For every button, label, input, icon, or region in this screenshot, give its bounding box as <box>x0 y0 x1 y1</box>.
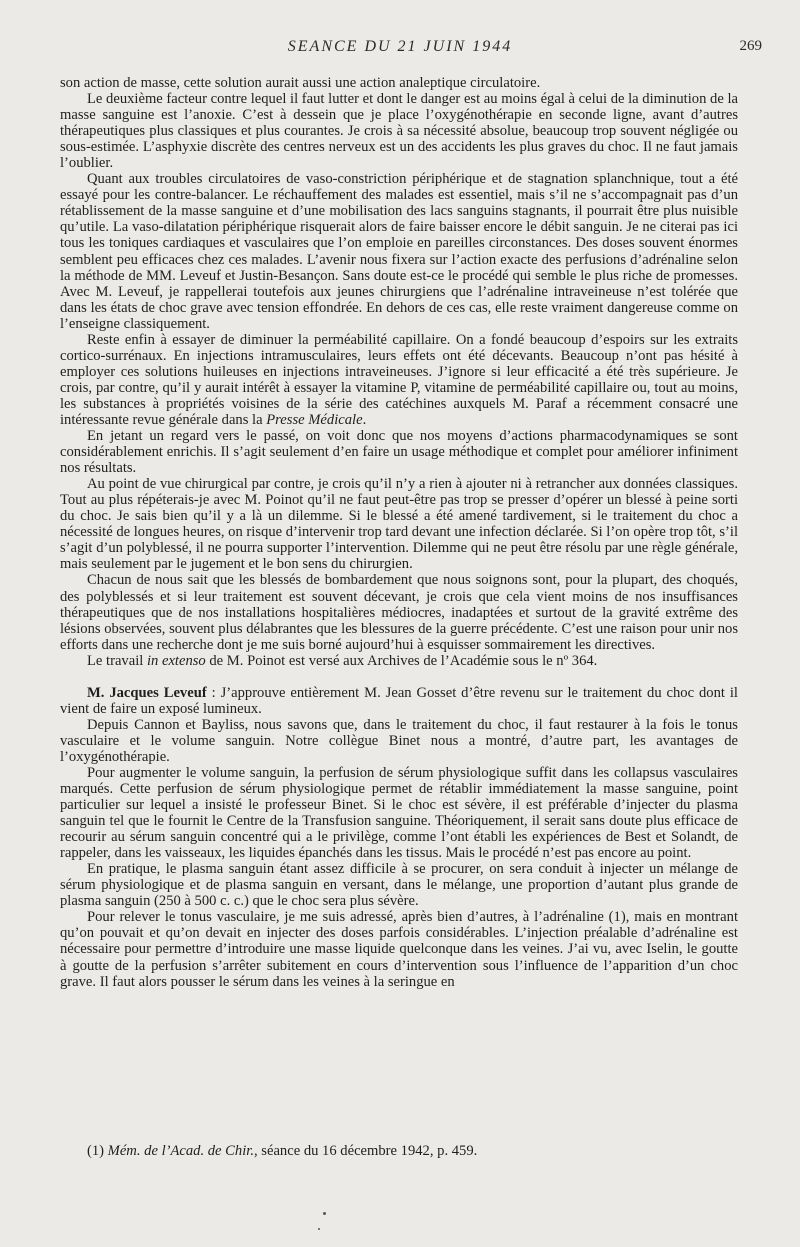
paragraph-text: son action de masse, cette solution aurait aussi une action analeptique circulatoire. <box>60 75 541 91</box>
speaker-name: M. Jacques Leveuf <box>87 684 207 701</box>
paragraph <box>60 91 738 171</box>
italic-text: Presse Médicale <box>266 411 363 428</box>
body-text <box>60 75 738 990</box>
footnote-text: , séance du 16 décembre 1942, p. 459. <box>253 1143 478 1159</box>
ink-speck <box>323 1212 326 1215</box>
paragraph <box>60 717 738 765</box>
paragraph-text: : J’approuve entièrement M. Jean Gosset d’être revenu sur le traitement du choc dont il vient de faire un exposé lumineux. <box>60 684 738 717</box>
paragraph <box>60 75 738 91</box>
paragraph-text: Pour augmenter le volume sanguin, la perfusion de sérum physiologique suffit dans les collapsus vasculaires marqués. Cette perfusion de sérum physiologique permet de rétablir immédiatement la masse sanguine, point particulier sur lequel a insisté le professeur Binet. Si le choc est sévère, il est préférable d’injecter du plasma sanguin tel que le fournit le Centre de la Transfusion sanguine. Théoriquement, il serait sans doute plus efficace de recourir au sérum sanguin concentré qui a le privilège, comme l’ont établi les expériences de Best et Solandt, de rappeler, dans les vaisseaux, les liquides épanchés dans les tissus. Mais le procédé n’est pas encore au point. <box>60 764 738 862</box>
paragraph <box>60 332 738 428</box>
page-number: 269 <box>739 38 762 54</box>
paragraph-text: Le deuxième facteur contre lequel il faut lutter et dont le danger est au moins égal à celui de la diminution de la masse sanguine est l’anoxie. C’est à dessein que je place l’oxygénothérapie en seconde ligne, avant d’autres thérapeutiques plus classiques et plus courantes. Je crois à sa nécessité absolue, beaucoup trop souvent négligée ou sous-estimée. L’asphyxie discrète des centres nerveux est un des accidents les plus graves du choc. Il ne faut jamais l’oublier. <box>60 91 738 172</box>
paragraph <box>60 572 738 652</box>
paragraph <box>60 476 738 572</box>
footnote-source: Mém. de l’Acad. de Chir. <box>107 1143 254 1159</box>
paragraph-text: Au point de vue chirurgical par contre, je crois qu’il n’y a rien à ajouter ni à retrancher aux données classiques. Tout au plus répéterais-je avec M. Poinot qu’il ne faut peut-être pas trop se presser d’opérer un blessé à peine sorti du choc. Je sais bien qu’il y a là un dilemme. Si le blessé a été amené tardivement, si le traitement du choc a nécessité de longues heures, on risque d’intervenir trop tard devant une infection déclarée. Si l’on opère trop tôt, s’il s’agit d’un polyblessé, il ne pourra supporter l’intervention. Dilemme qui ne peut être résolu par une règle générale, mais seulement par le jugement et le bon sens du chirurgien. <box>60 476 738 573</box>
paragraph-text: Chacun de nous sait que les blessés de bombardement que nous soignons sont, pour la plupart, des choqués, des polyblessés et si leur traitement est souvent décevant, je crois que cela vient moins de nos insuffisances thérapeutiques que de nos installations hospitalières médiocres, inadaptées et surtout de la gravité extrême des lésions observées, souvent plus délabrantes que les blessures de la guerre précédente. C’est une raison pour unir nos efforts dans une recherche dont je me suis borné aujourd’hui à esquisser sommairement les directives. <box>60 572 738 653</box>
paragraph <box>60 171 738 331</box>
paragraph <box>60 909 738 989</box>
paragraph <box>60 428 738 476</box>
footnote <box>87 1143 737 1159</box>
running-title: SEANCE DU 21 JUIN 1944 <box>287 38 513 55</box>
italic-text: in extenso <box>146 652 206 669</box>
paragraph <box>60 861 738 909</box>
paragraph-text-after: de M. Poinot est versé aux Archives de l’Académie sous le nº 364. <box>205 652 598 669</box>
paragraph <box>60 765 738 861</box>
paragraph <box>60 653 738 669</box>
page-header <box>0 38 800 60</box>
paragraph-text: En pratique, le plasma sanguin étant assez difficile à se procurer, on sera conduit à injecter un mélange de sérum physiologique et de plasma sanguin en versant, dans le mélange, une proportion d’autant plus grande de plasma sanguin (250 à 500 c. c.) que le choc sera plus sévère. <box>60 861 738 910</box>
paragraph-text: Le travail <box>87 652 147 669</box>
paragraph-text: En jetant un regard vers le passé, on voit donc que nos moyens d’actions pharmacodynamiques se sont considérablement enrichis. Il s’agit seulement d’en faire un usage méthodique et complet pour améliorer infiniment nos résultats. <box>60 428 738 477</box>
paragraph-text-after: . <box>362 411 367 428</box>
paragraph-text: Quant aux troubles circulatoires de vaso-constriction périphérique et de stagnation splanchnique, tout a été essayé pour les contre-balancer. Le réchauffement des malades est essentiel, mais s’il ne s’accompagnait pas d’un rétablissement de la masse sanguine et d’une mobilisation des lacs sanguins stagnants, il pourrait être plus nuisible qu’utile. La vaso-dilatation périphérique risquerait alors de faire baisser encore le débit sanguin. Je ne citerai pas ici tous les toniques cardiaques et vasculaires que l’on emploie en pareilles circonstances. Des doses souvent énormes semblent peu efficaces chez ces malades. L’avenir nous fixera sur l’action exacte des perfusions d’adrénaline selon la méthode de MM. Leveuf et Justin-Besançon. Sans doute est-ce le procédé qui semble le plus riche de promesses. Avec M. Leveuf, je rappellerai toutefois aux jeunes chirurgiens que l’adrénaline intraveineuse n’est tolérée que dans les états de choc grave avec tension effondrée. En dehors de ces cas, elle reste vraiment dangereuse comme on l’enseigne classiquement. <box>60 171 738 332</box>
paragraph-text: Depuis Cannon et Bayliss, nous savons que, dans le traitement du choc, il faut restaurer à la fois le tonus vasculaire et le volume sanguin. Notre collègue Binet nous a montré, d’autre part, les avantages de l’oxygénothérapie. <box>60 716 738 765</box>
paragraph-text: Pour relever le tonus vasculaire, je me suis adressé, après bien d’autres, à l’adrénaline (1), mais en montrant qu’on pouvait et qu’on devait en injecter des doses parfois considérables. L’injection préalable d’adrénaline est nécessaire pour permettre d’introduire une masse liquide quelconque dans les veines. J’ai vu, avec Iselin, le goutte à goutte de la perfusion s’arrêter subitement en cours d’intervention sous l’influence de l’apparition d’un choc grave. Il faut alors pousser le sérum dans les veines à la seringue en <box>60 909 738 990</box>
paragraph-text: Reste enfin à essayer de diminuer la perméabilité capillaire. On a fondé beaucoup d’espoirs sur les extraits cortico-surrénaux. En injections intramusculaires, leurs effets ont été décevants. Beaucoup n’ont pas hésité à employer ces solutions huileuses en injections intraveineuses. J’ignore si leur efficacité a été très supérieure. Je crois, par contre, qu’il y aurait intérêt à essayer la vitamine P, vitamine de perméabilité capillaire ou, tout au moins, les substances à propriétés voisines de la série des catéchines auxquels M. Paraf a récemment consacré une intéressante revue générale dans la <box>60 331 738 428</box>
footnote-mark: (1) <box>87 1143 108 1159</box>
speaker-paragraph <box>60 685 738 717</box>
ink-speck <box>318 1228 320 1230</box>
